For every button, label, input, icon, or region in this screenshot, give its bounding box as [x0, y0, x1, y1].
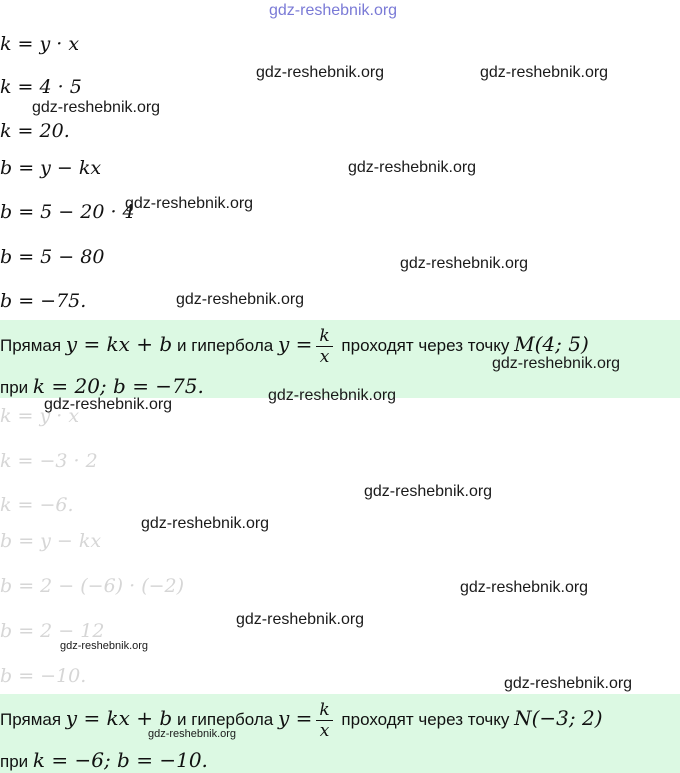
watermark: gdz-reshebnik.org: [148, 728, 237, 740]
line-formula: y = kx + b: [65, 331, 173, 356]
conclusion-text: проходят через точку: [341, 709, 510, 729]
equation-line: k = −3 · 2: [0, 450, 98, 472]
equation-line: b = 5 − 80: [0, 246, 105, 268]
watermark: gdz-reshebnik.org: [492, 355, 621, 372]
conclusion-text: и гипербола: [176, 335, 274, 355]
line-formula: y = kx + b: [65, 705, 173, 730]
equation-line: k = 4 · 5: [0, 76, 82, 98]
conclusion-line-1: [0, 700, 603, 741]
watermark: gdz-reshebnik.org: [460, 579, 589, 596]
conclusion-line-2: [0, 374, 204, 398]
equation-line: k = −6.: [0, 494, 74, 516]
point-label: M(4; 5): [514, 331, 589, 356]
watermark: gdz-reshebnik.org: [504, 675, 633, 692]
parameters: k = −6; b = −10.: [32, 748, 208, 772]
equation-line: b = 5 − 20 · 4: [0, 201, 135, 223]
watermark: gdz-reshebnik.org: [364, 483, 493, 500]
hyperbola-formula: y =: [277, 331, 313, 356]
equation-line: k = 20.: [0, 120, 70, 142]
watermark: gdz-reshebnik.org: [480, 64, 609, 81]
equation-line: b = −75.: [0, 290, 87, 312]
watermark: gdz-reshebnik.org: [44, 396, 173, 413]
conclusion-text: и гипербола: [176, 709, 274, 729]
watermark: gdz-reshebnik.org: [348, 159, 477, 176]
watermark: gdz-reshebnik.org: [236, 611, 365, 628]
equation-line: k = y · x: [0, 405, 80, 427]
conclusion-text: проходят через точку: [341, 335, 510, 355]
conclusion-text: Прямая: [0, 335, 62, 355]
fraction-denominator: x: [319, 347, 330, 367]
parameters: k = 20; b = −75.: [32, 374, 204, 398]
fraction-numerator: k: [316, 326, 332, 347]
watermark: gdz-reshebnik.org: [141, 515, 270, 532]
conclusion-line-2: [0, 748, 208, 772]
conclusion-text: при: [0, 752, 29, 771]
conclusion-text: Прямая: [0, 709, 62, 729]
equation-line: b = −10.: [0, 665, 87, 687]
equation-line: b = 2 − 12: [0, 620, 105, 642]
hyperbola-formula: y =: [277, 705, 313, 730]
conclusion-text: при: [0, 378, 29, 397]
watermark: gdz-reshebnik.org: [60, 640, 149, 652]
watermark: gdz-reshebnik.org: [32, 99, 161, 116]
watermark: gdz-reshebnik.org: [268, 387, 397, 404]
fraction: [316, 700, 332, 741]
equation-line: b = 2 − (−6) · (−2): [0, 575, 185, 597]
top-watermark: gdz-reshebnik.org: [269, 2, 398, 19]
watermark: gdz-reshebnik.org: [176, 291, 305, 308]
watermark: gdz-reshebnik.org: [400, 255, 529, 272]
equation-line: b = y − kx: [0, 157, 102, 179]
fraction: [316, 326, 332, 367]
equation-line: k = y · x: [0, 33, 80, 55]
watermark: gdz-reshebnik.org: [256, 64, 385, 81]
fraction-numerator: k: [316, 700, 332, 721]
watermark: gdz-reshebnik.org: [125, 195, 254, 212]
equation-line: b = y − kx: [0, 530, 102, 552]
fraction-denominator: x: [319, 721, 330, 741]
point-label: N(−3; 2): [514, 705, 603, 730]
